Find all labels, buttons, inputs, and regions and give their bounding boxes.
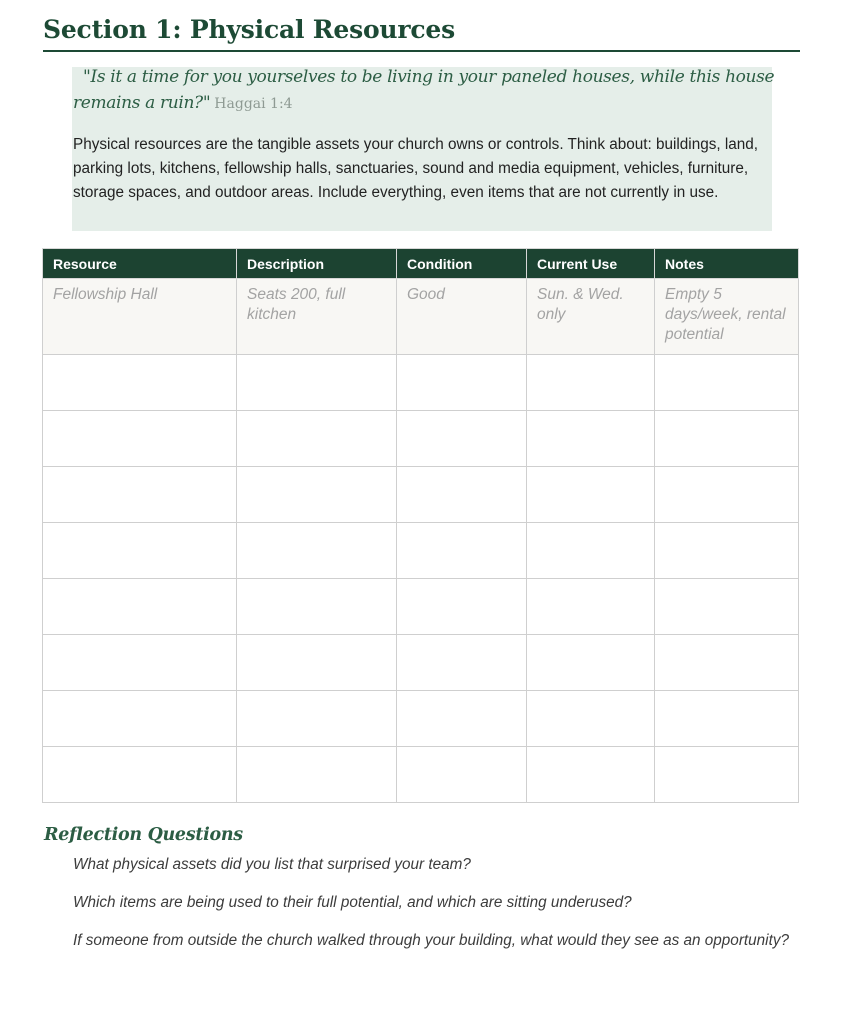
quote-text-end: remains a ruin?"	[73, 93, 211, 113]
blank-condition-cell[interactable]	[397, 523, 527, 579]
column-header-description: Description	[237, 249, 397, 279]
blank-resource-cell[interactable]	[43, 411, 237, 467]
example-current-use-cell: Sun. & Wed. only	[527, 279, 655, 355]
blank-description-cell[interactable]	[237, 691, 397, 747]
blank-condition-cell[interactable]	[397, 747, 527, 803]
blank-notes-cell[interactable]	[655, 523, 799, 579]
blank-condition-cell[interactable]	[397, 635, 527, 691]
blank-current-use-cell[interactable]	[527, 747, 655, 803]
blank-description-cell[interactable]	[237, 579, 397, 635]
blank-condition-cell[interactable]	[397, 691, 527, 747]
physical-resources-table	[42, 248, 799, 803]
blank-resource-cell[interactable]	[43, 523, 237, 579]
blank-notes-cell[interactable]	[655, 579, 799, 635]
example-condition-cell: Good	[397, 279, 527, 355]
blank-notes-cell[interactable]	[655, 691, 799, 747]
reflection-question: What physical assets did you list that surprised your team?	[73, 856, 471, 873]
quote-text-line-1: "Is it a time for you yourselves to be living in your paneled houses, while this house	[83, 67, 775, 87]
blank-notes-cell[interactable]	[655, 411, 799, 467]
blank-current-use-cell[interactable]	[527, 411, 655, 467]
blank-current-use-cell[interactable]	[527, 579, 655, 635]
blank-current-use-cell[interactable]	[527, 467, 655, 523]
blank-resource-cell[interactable]	[43, 635, 237, 691]
intro-description: Physical resources are the tangible assets your church owns or controls. Think about: buildings, land, parking lots, kitchens, fellowship halls, sanctuaries, sound and media equipment, vehicles, furniture, storage spaces, and outdoor areas. Include everything, even items that are not currently in use.	[73, 136, 759, 201]
blank-condition-cell[interactable]	[397, 467, 527, 523]
blank-resource-cell[interactable]	[43, 355, 237, 411]
blank-condition-cell[interactable]	[397, 355, 527, 411]
blank-description-cell[interactable]	[237, 411, 397, 467]
blank-resource-cell[interactable]	[43, 747, 237, 803]
table-header-row	[43, 249, 799, 279]
column-header-resource: Resource	[43, 249, 237, 279]
blank-notes-cell[interactable]	[655, 355, 799, 411]
blank-description-cell[interactable]	[237, 747, 397, 803]
table-row	[43, 355, 799, 411]
blank-current-use-cell[interactable]	[527, 355, 655, 411]
blank-resource-cell[interactable]	[43, 467, 237, 523]
blank-notes-cell[interactable]	[655, 635, 799, 691]
blank-condition-cell[interactable]	[397, 411, 527, 467]
table-row	[43, 467, 799, 523]
blank-resource-cell[interactable]	[43, 579, 237, 635]
quote-reference: Haggai 1:4	[214, 96, 293, 112]
blank-description-cell[interactable]	[237, 355, 397, 411]
table-row	[43, 579, 799, 635]
example-row	[43, 279, 799, 355]
title-divider	[43, 50, 800, 52]
column-header-notes: Notes	[655, 249, 799, 279]
blank-notes-cell[interactable]	[655, 747, 799, 803]
column-header-current-use: Current Use	[527, 249, 655, 279]
blank-notes-cell[interactable]	[655, 467, 799, 523]
example-notes-cell: Empty 5 days/week, rental potential	[655, 279, 799, 355]
column-header-condition: Condition	[397, 249, 527, 279]
table-row	[43, 411, 799, 467]
reflection-question: If someone from outside the church walked through your building, what would they see as an opportunity?	[73, 932, 789, 949]
table-row	[43, 747, 799, 803]
blank-resource-cell[interactable]	[43, 691, 237, 747]
scripture-quote	[73, 64, 775, 117]
table-row	[43, 635, 799, 691]
example-description-cell: Seats 200, full kitchen	[237, 279, 397, 355]
quote-text-line-2	[73, 90, 763, 117]
reflection-question: Which items are being used to their full potential, and which are sitting underused?	[73, 894, 632, 911]
blank-description-cell[interactable]	[237, 635, 397, 691]
blank-description-cell[interactable]	[237, 467, 397, 523]
example-resource-cell: Fellowship Hall	[43, 279, 237, 355]
blank-current-use-cell[interactable]	[527, 523, 655, 579]
reflection-questions-title: Reflection Questions	[44, 825, 243, 845]
table-row	[43, 691, 799, 747]
section-title: Section 1: Physical Resources	[43, 15, 455, 44]
table-row	[43, 523, 799, 579]
blank-description-cell[interactable]	[237, 523, 397, 579]
blank-current-use-cell[interactable]	[527, 691, 655, 747]
blank-current-use-cell[interactable]	[527, 635, 655, 691]
blank-condition-cell[interactable]	[397, 579, 527, 635]
